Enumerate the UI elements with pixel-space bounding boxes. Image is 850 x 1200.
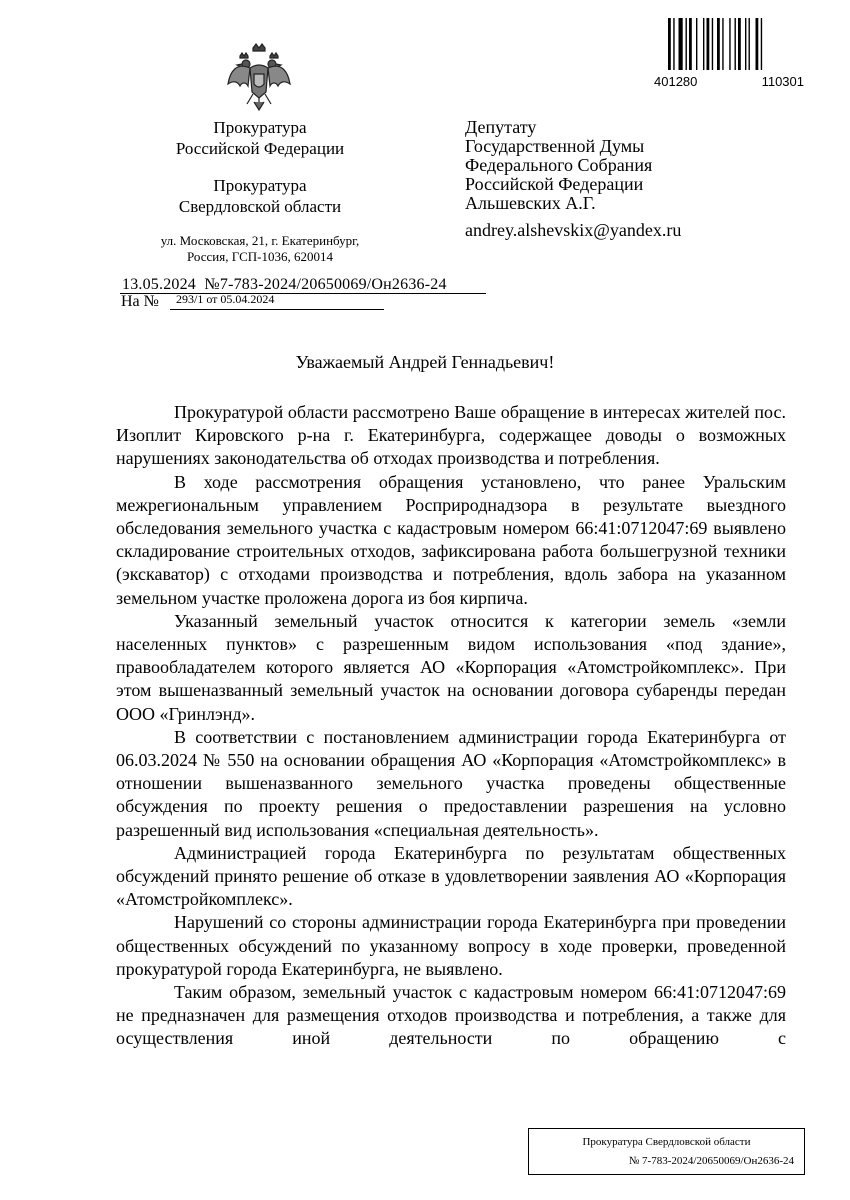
issuer-org-federal	[120, 117, 400, 159]
issuer-line: Прокуратура	[213, 176, 307, 195]
stamp-org: Прокуратура Свердловской области	[582, 1136, 751, 1148]
address-line: ул. Московская, 21, г. Екатеринбург,	[160, 233, 360, 248]
barcode-bar	[729, 18, 730, 70]
registration-underline	[120, 293, 486, 294]
letter-body	[116, 401, 786, 1051]
barcode-bar	[703, 18, 704, 70]
barcode-bar	[717, 18, 720, 70]
barcode-bar	[712, 18, 713, 70]
barcode-bar	[707, 18, 710, 70]
reply-underline	[170, 309, 384, 310]
russian-coat-of-arms-icon	[226, 42, 292, 112]
barcode-numbers	[654, 74, 804, 89]
recipient-line: Российской Федерации	[465, 174, 644, 194]
registration-stamp	[528, 1128, 805, 1175]
barcode-bar	[738, 18, 741, 70]
recipient-line: Депутату	[465, 117, 537, 137]
address-line: Россия, ГСП-1036, 620014	[187, 249, 333, 264]
barcode-bar	[722, 18, 723, 70]
issuer-line: Прокуратура	[213, 118, 307, 137]
recipient-name: Альшевских А.Г.	[465, 193, 596, 213]
body-paragraph: В ходе рассмотрения обращения установлено, что ранее Уральским межрегиональным управлением Росприроднадзора в результате выездного обследования земельного участка с кадастровым номером 66:41:0712047:69 выявлено складирование строительных отходов, зафиксирована работа большегрузной техники (экскаватор) с отходами производства и потребления, вдоль забора на указанном земельном участке проложена дорога из боя кирпича.	[116, 471, 786, 608]
body-paragraph: В соответствии с постановлением администрации города Екатеринбурга от 06.03.2024 № 550 на основании обращения АО «Корпорация «Атомстройкомплекс» в отношении вышеназванного земельного участка проведены общественные обсуждения по проекту решения о предоставлении разрешения на условно разрешенный вид использования «специальная деятельность».	[116, 726, 786, 840]
stamp-number: № 7-783-2024/20650069/Он2636-24	[628, 1155, 794, 1167]
barcode-bar	[761, 18, 762, 70]
issuer-line: Российской Федерации	[175, 139, 345, 158]
barcode-bar	[689, 18, 692, 70]
barcode-bar	[735, 18, 736, 70]
issuer-org-regional	[120, 175, 400, 217]
barcode-bar	[745, 18, 746, 70]
barcode-right-number: 110301	[761, 74, 804, 89]
recipient-line: Федерального Собрания	[465, 155, 653, 175]
recipient-email: andrey.alshevskix@yandex.ru	[465, 220, 682, 240]
issuer-address	[120, 233, 400, 265]
barcode	[668, 18, 796, 70]
reply-value: 293/1 от 05.04.2024	[176, 292, 275, 306]
registration-date-number: 13.05.2024 №7-783-2024/20650069/Он2636-24	[122, 276, 447, 293]
barcode-bar	[679, 18, 683, 70]
body-paragraph: Прокуратурой области рассмотрено Ваше обращение в интересах жителей пос. Изоплит Кировского р-на г. Екатеринбурга, содержащее доводы о возможных нарушениях законодательства об отходах производства и потребления.	[116, 402, 786, 469]
greeting: Уважаемый Андрей Геннадьевич!	[295, 352, 555, 372]
barcode-bar	[749, 18, 750, 70]
recipient-block	[465, 118, 652, 213]
reply-label: На №	[121, 293, 159, 310]
recipient-line: Государственной Думы	[465, 136, 645, 156]
barcode-bar	[756, 18, 759, 70]
issuer-line: Свердловской области	[178, 197, 342, 216]
body-paragraph: Администрацией города Екатеринбурга по результатам общественных обсуждений принято решение об отказе в удовлетворении заявления АО «Корпорация «Атомстройкомплекс».	[116, 842, 786, 910]
body-paragraph: Указанный земельный участок относится к категории земель «земли населенных пунктов» с разрешенным видом использования «под здание», правообладателем которого является АО «Корпорация «Атомстройкомплекс». При этом вышеназванный земельный участок на основании договора субаренды передан ООО «Гринлэнд».	[116, 610, 786, 724]
barcode-bar	[686, 18, 687, 70]
body-paragraph: Нарушений со стороны администрации города Екатеринбурга при проведении общественных обсуждений по указанному вопросу в ходе проверки, проведенной прокуратурой города Екатеринбурга, не выявлено.	[116, 912, 786, 979]
barcode-bar	[673, 18, 674, 70]
barcode-bar	[696, 18, 697, 70]
body-paragraph: Таким образом, земельный участок с кадастровым номером 66:41:0712047:69 не предназначен для размещения отходов производства и потребления, а также для осуществления иной деятельности по обращению с	[116, 982, 786, 1049]
barcode-bar	[668, 18, 671, 70]
barcode-left-number: 401280	[654, 74, 698, 89]
